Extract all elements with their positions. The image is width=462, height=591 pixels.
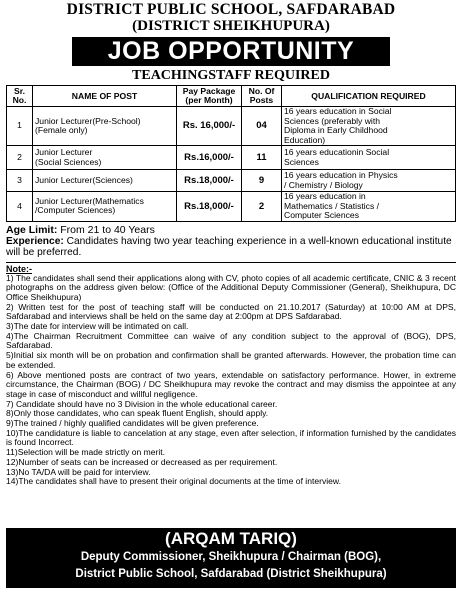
district-name: (DISTRICT SHEIKHUPURA) [132, 18, 330, 34]
no-of-posts: 2 [242, 192, 282, 222]
header-qualification: QUALIFICATION REQUIRED [282, 86, 456, 107]
age-limit-label: Age Limit: [6, 223, 58, 236]
note-item: 8)Only those candidates, who can speak fluent English, should apply. [6, 408, 269, 419]
experience [6, 236, 456, 259]
notes-heading: Note:- [6, 263, 32, 274]
table-row [7, 146, 456, 170]
note-item: 3)The date for interview will be intimated on call. [6, 321, 189, 332]
sr-no: 1 [7, 107, 33, 146]
school-name: DISTRICT PUBLIC SCHOOL, SAFDARABAD [66, 1, 396, 18]
pay-package: Rs.18,000/- [177, 170, 242, 192]
no-of-posts: 11 [242, 146, 282, 170]
post-name: Junior Lecturer(Mathematics /Computer Sciences) [33, 192, 177, 222]
note-item: 11)Selection will be made strictly on merit. [6, 447, 165, 458]
sr-no: 4 [7, 192, 33, 222]
header-pay-package: Pay Package (per Month) [177, 86, 242, 107]
pay-package: Rs.16,000/- [177, 146, 242, 170]
note-item: 10)The candidature is liable to cancelation at any stage, even after selection, if information furnished by the candidates is found Incorrect. [6, 427, 456, 448]
signature-block [6, 528, 456, 588]
table-row [7, 107, 456, 146]
signatory-name: (ARQAM TARIQ) [165, 529, 297, 548]
post-name: Junior Lecturer(Pre-School) (Female only) [33, 107, 177, 146]
posts-table [6, 85, 456, 222]
sr-no: 3 [7, 170, 33, 192]
note-item: 1) The candidates shall send their applications along with CV, photo copies of all academic certificate, CNIC & 3 recent photographs on the address given below: (Office of the Additional Deputy Commissioner (General), Sheikhupura, DC Office Sheikhupura) [6, 272, 456, 302]
experience-text: Candidates having two year teaching experience in a well-known educational institute will be preferred. [6, 235, 452, 258]
age-limit [6, 224, 456, 236]
qualification: 16 years educationin Social Sciences [282, 146, 456, 170]
note-item: 5)Initial six month will be on probation and confirmation shall be granted afterwards. However, the probation time can be extended. [6, 350, 456, 370]
header-no-of-posts: No. Of Posts [242, 86, 282, 107]
header-sr-no: Sr. No. [7, 86, 33, 107]
note-item: 14)The candidates shall have to present their original documents at the time of interview. [6, 476, 341, 487]
table-row [7, 170, 456, 192]
age-limit-value: From 21 to 40 Years [57, 223, 155, 236]
table-row [7, 192, 456, 222]
note-item: 12)Number of seats can be increased or decreased as per requirement. [6, 456, 278, 467]
job-opportunity-banner: JOB OPPORTUNITY [72, 37, 390, 66]
experience-label: Experience: [6, 235, 64, 247]
post-name: Junior Lecturer (Social Sciences) [33, 146, 177, 170]
qualification: 16 years education in Physics / Chemistry / Biology [282, 170, 456, 192]
pay-package: Rs.18,000/- [177, 192, 242, 222]
header-name-of-post: NAME OF POST [33, 86, 177, 107]
note-item: 4)The Chairman Recruitment Committee can waive of any condition subject to the approval of (BOG), DPS, Safdarabad. [6, 330, 456, 351]
qualification: 16 years education in Social Sciences (preferably with Diploma in Early Childhood Education) [282, 107, 456, 146]
no-of-posts: 9 [242, 170, 282, 192]
signatory-organization: District Public School, Safdarabad (District Sheikhupura) [75, 568, 387, 580]
no-of-posts: 04 [242, 107, 282, 146]
table-header-row [7, 86, 456, 107]
note-item: 6) Above mentioned posts are contract of two years, extendable on satisfactory performance. Hower, in extreme circumstance, the Chairman (BOG) / DC Sheikhupura may revoke the contract and may dismiss the appointee at any stage in case of misconduct and willful negligence. [6, 369, 456, 399]
qualification: 16 years education in Mathematics / Statistics / Computer Sciences [282, 192, 456, 222]
divider [6, 262, 456, 263]
sr-no: 2 [7, 146, 33, 170]
post-name: Junior Lecturer(Sciences) [33, 170, 177, 192]
note-item: 9)The trained / highly qualified candidates will be given preference. [6, 418, 259, 429]
pay-package: Rs. 16,000/- [177, 107, 242, 146]
note-item: 2) Written test for the post of teaching staff will be conducted on 21.10.2017 (Saturday) at 10:00 AM at DPS, Safdarabad and interviews shall be held on the same day at 2:00pm at DPS Safdarabad. [6, 301, 456, 322]
signatory-title: Deputy Commissioner, Sheikhupura / Chairman (BOG), [80, 551, 382, 563]
note-item: 13)No TA/DA will be paid for interview. [6, 466, 151, 477]
note-item: 7) Candidate should have no 3 Division in the whole educational career. [6, 398, 278, 409]
subtitle: TEACHINGSTAFF REQUIRED [132, 68, 330, 83]
